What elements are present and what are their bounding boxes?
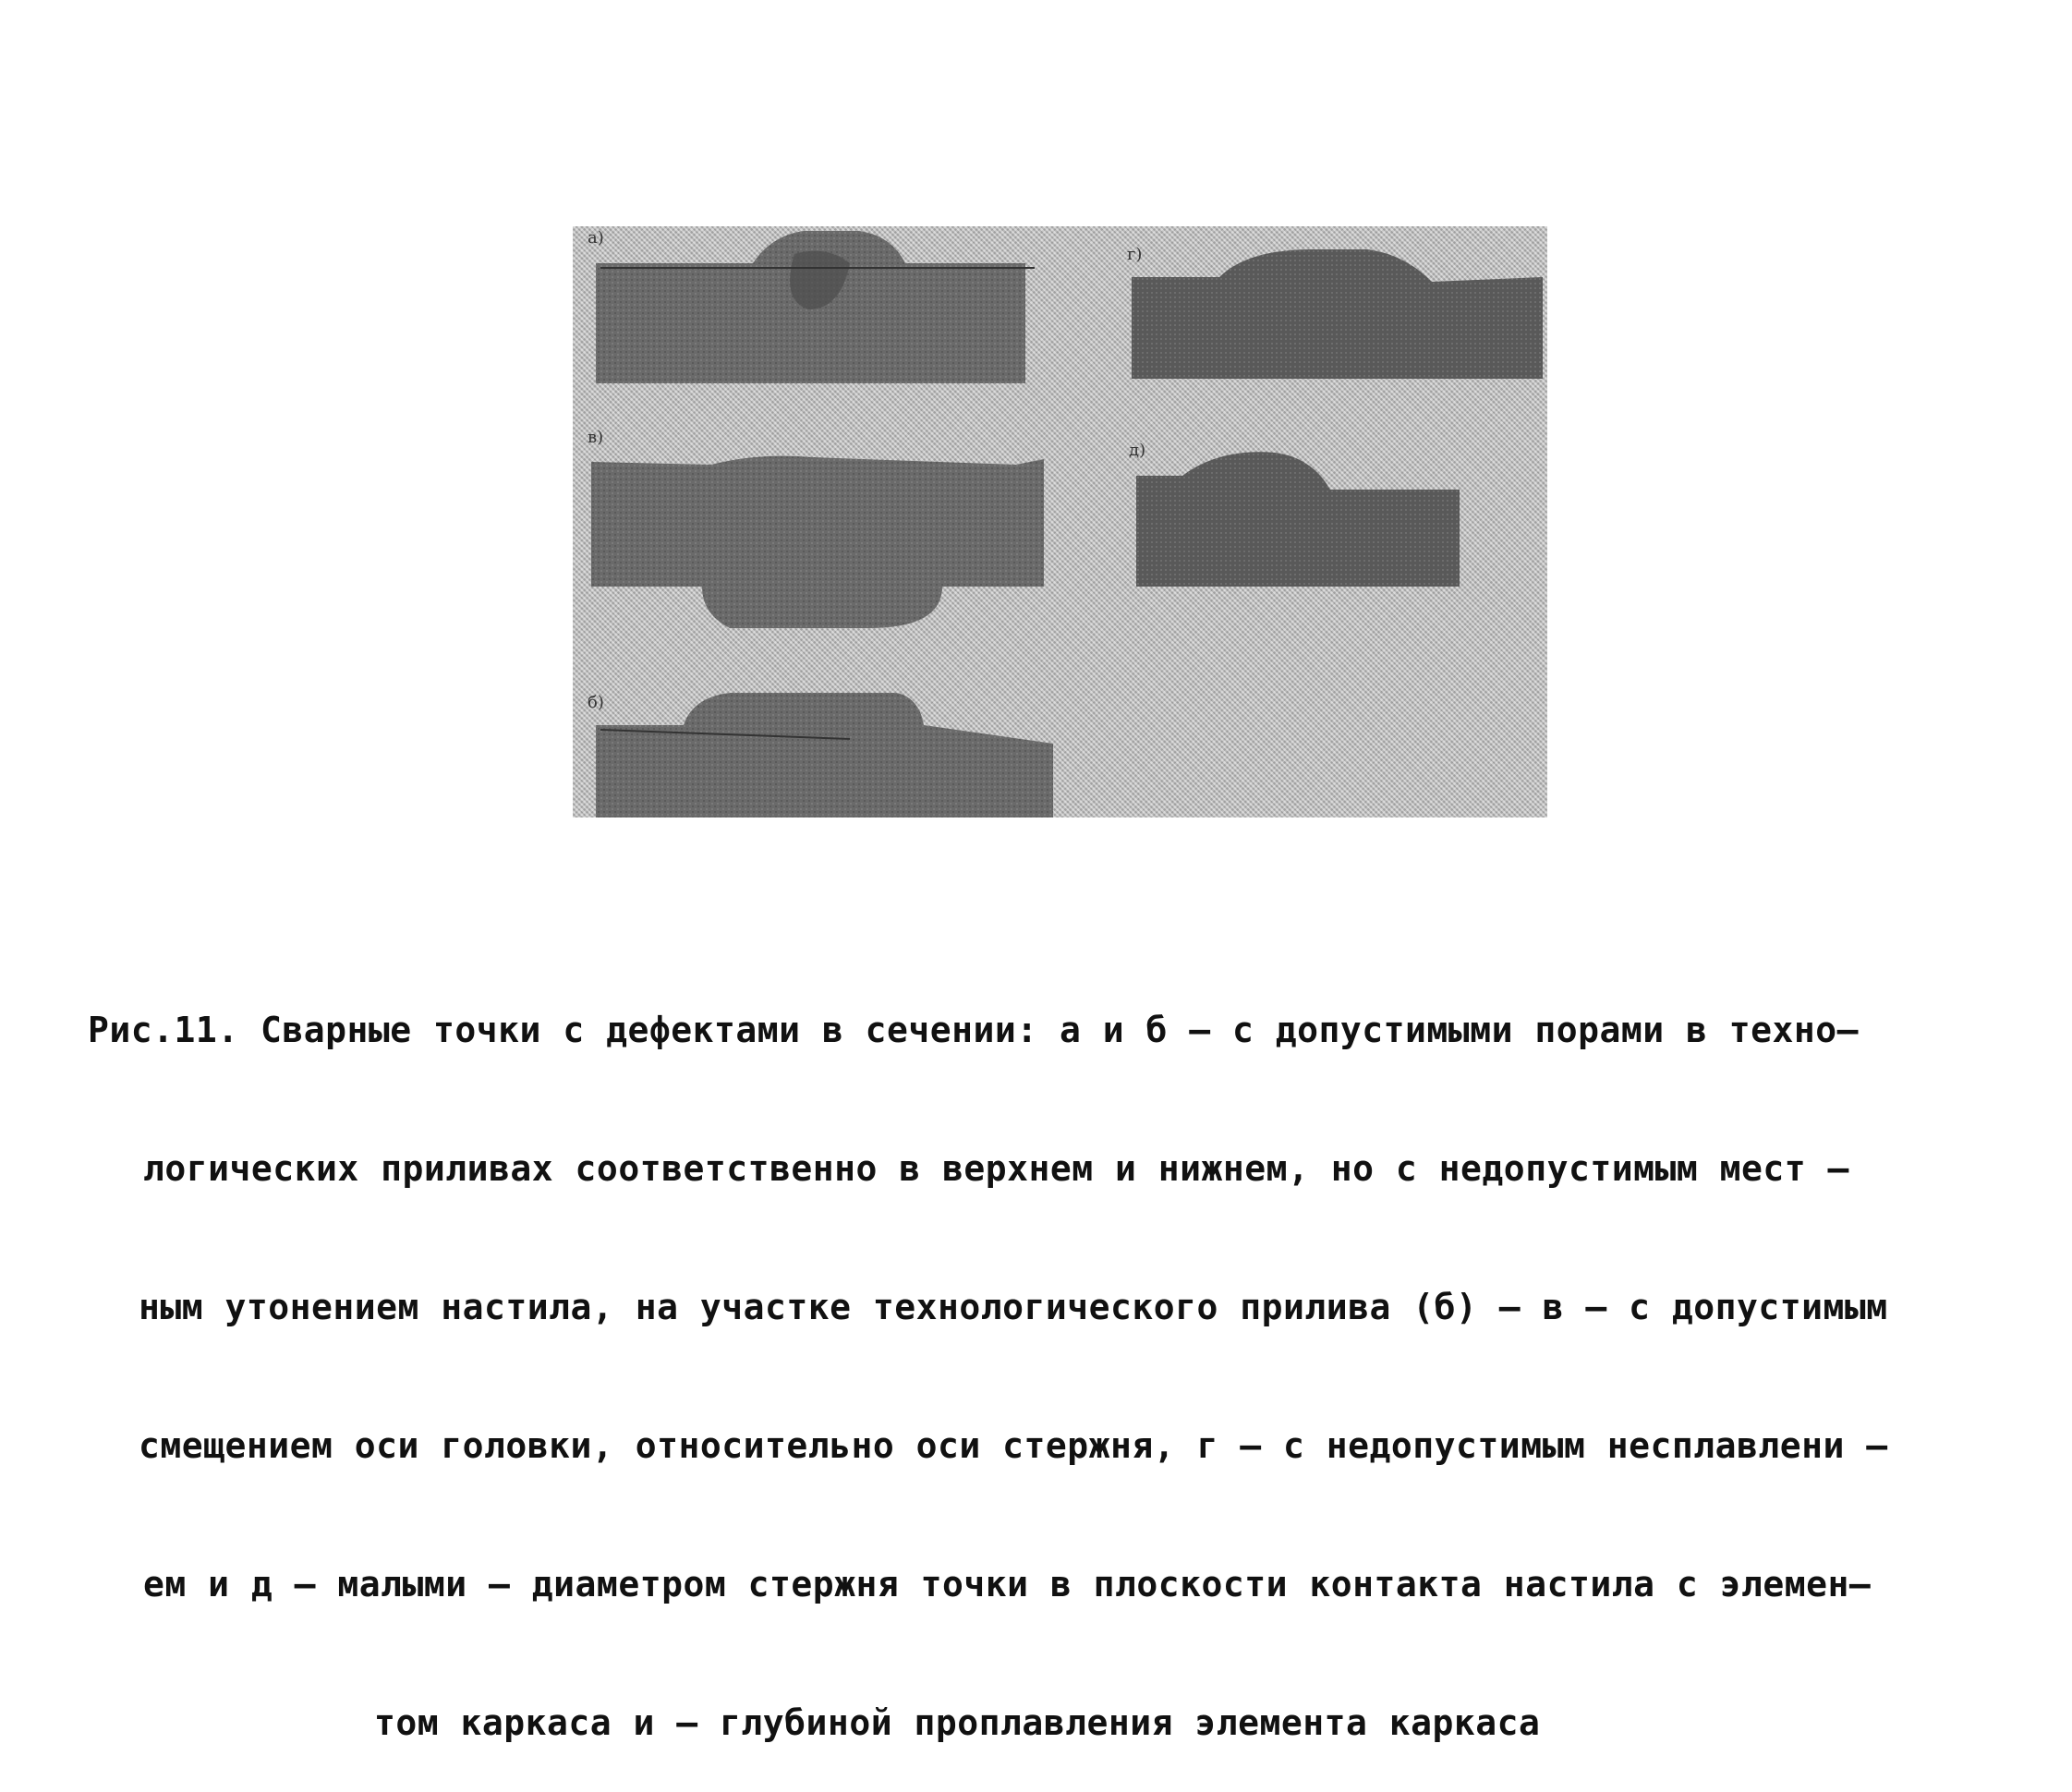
panel-v-section — [591, 456, 1044, 628]
panel-a-section — [596, 231, 1035, 383]
caption-line-1: Рис.11. Сварные точки с дефектами в сечении: а и б – с допустимыми порами в техно– — [88, 1010, 1859, 1050]
caption-line-6: том каркаса и – глубиной проплавления элемента каркаса — [374, 1702, 1541, 1743]
figure-caption — [88, 914, 2009, 1792]
caption-line-2: логических приливах соответственно в верхнем и нижнем, но с недопустимым мест – — [143, 1148, 1849, 1189]
panel-b-section — [596, 693, 1053, 817]
figure-photo-panels — [573, 226, 1547, 817]
panel-label-a: а) — [588, 228, 604, 248]
panel-d-section — [1136, 452, 1460, 587]
panel-label-v: в) — [588, 428, 604, 447]
panel-label-g: г) — [1127, 245, 1143, 264]
weld-sections-illustration — [573, 226, 1547, 817]
panel-g-section — [1132, 249, 1543, 379]
caption-line-4: смещением оси головки, относительно оси стержня, г – с недопустимым несплавлени – — [139, 1425, 1888, 1466]
caption-line-5: ем и д – малыми – диаметром стержня точки в плоскости контакта настила с элемен– — [143, 1564, 1872, 1604]
caption-line-3: ным утонением настила, на участке технологического прилива (б) – в – с допустимым — [139, 1287, 1888, 1327]
panel-label-d: д) — [1129, 441, 1146, 460]
panel-label-b: б) — [588, 693, 604, 712]
